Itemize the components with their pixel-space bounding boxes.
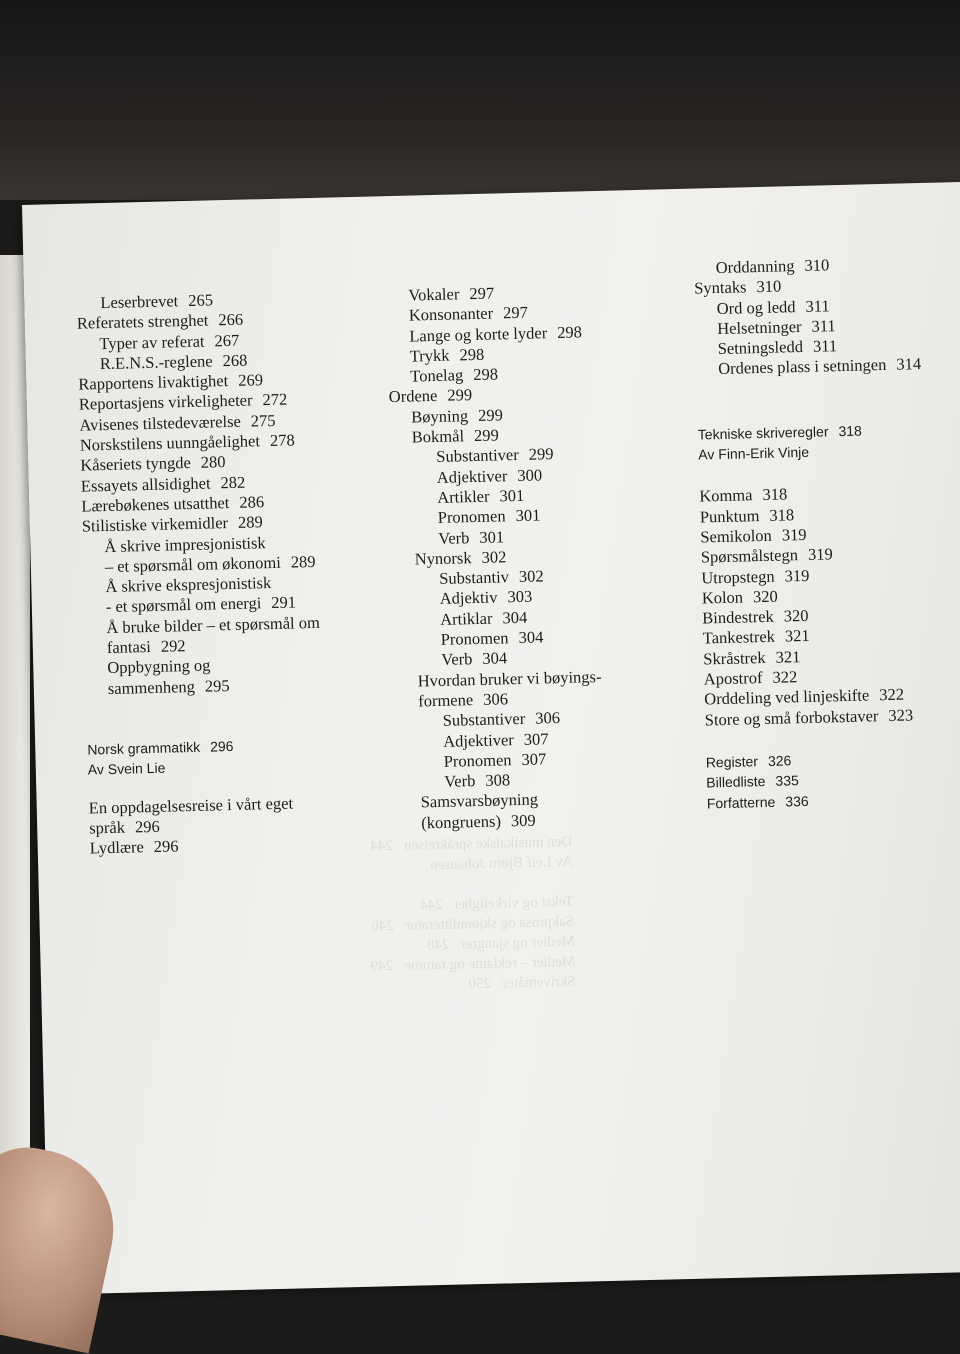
- toc-entry[interactable]: Adjektiver 307: [442, 728, 549, 751]
- toc-entry[interactable]: Kolon 320: [701, 586, 779, 608]
- toc-entry[interactable]: Stilistiske virkemidler 289: [81, 512, 264, 536]
- toc-entry[interactable]: Skråstrek 321: [703, 646, 801, 669]
- toc-entry[interactable]: Substantiver 299: [436, 444, 554, 467]
- toc-entry[interactable]: Samsvarsbøyning: [420, 789, 539, 812]
- toc-entry[interactable]: Konsonanter 297: [408, 302, 529, 325]
- toc-entry[interactable]: Referatets strenghet 266: [76, 309, 244, 333]
- toc-column-1: [76, 286, 410, 859]
- toc-entry[interactable]: Verb 304: [441, 648, 508, 670]
- toc-entry[interactable]: Orddeling ved linjeskifte 322: [704, 684, 905, 709]
- toc-entry[interactable]: Kåseriets tyngde 280: [80, 452, 226, 476]
- appendix-entry[interactable]: Register 326: [705, 752, 792, 771]
- toc-entry[interactable]: Lydlære 296: [89, 836, 179, 858]
- toc-entry[interactable]: språk 296: [89, 816, 160, 838]
- toc-entry[interactable]: Reportasjens virkeligheter 272: [78, 390, 288, 415]
- toc-entry[interactable]: Vokaler 297: [408, 283, 495, 305]
- toc-entry[interactable]: (kongruens) 309: [420, 810, 536, 833]
- appendix-entry[interactable]: Forfatterne 336: [706, 792, 809, 811]
- toc-entry[interactable]: Pronomen 307: [443, 749, 547, 771]
- toc-entry[interactable]: Trykk 298: [409, 344, 485, 366]
- underlying-page-edge: [0, 255, 30, 1280]
- show-through-text: Den musikalske språkreisen 244 Av Leif Bjørn Johansen Tekst og virkelighet 244 Sakprosa og skjønnlitteratur 246 Medier og sjangrer 248 Medier – reklame og ramme 249 Skrivemåter 250: [370, 833, 576, 993]
- toc-entry[interactable]: Orddanning 310: [715, 255, 830, 278]
- toc-entry[interactable]: - et spørsmål om energi 291: [105, 592, 297, 617]
- toc-entry[interactable]: sammenheng 295: [107, 675, 230, 698]
- toc-entry[interactable]: Bokmål 299: [411, 425, 499, 447]
- toc-entry[interactable]: Essayets allsidighet 282: [80, 472, 246, 496]
- toc-entry[interactable]: Artiklar 304: [440, 607, 528, 629]
- toc-entry[interactable]: Syntaks 310: [694, 276, 782, 298]
- toc-entry[interactable]: Punktum 318: [699, 504, 795, 527]
- toc-entry[interactable]: Bøyning 299: [411, 405, 504, 427]
- toc-entry[interactable]: Substantiver 306: [442, 708, 561, 731]
- toc-entry[interactable]: Komma 318: [699, 484, 788, 506]
- toc-entry[interactable]: Utropstegn 319: [701, 565, 810, 588]
- toc-entry[interactable]: Helsetninger 311: [716, 316, 836, 338]
- toc-column-3: [694, 252, 960, 814]
- toc-entry[interactable]: fantasi 292: [106, 636, 186, 658]
- toc-entry[interactable]: Adjektiv 303: [439, 587, 533, 609]
- toc-entry[interactable]: Nynorsk 302: [414, 547, 507, 569]
- toc-entry[interactable]: Verb 301: [438, 526, 505, 548]
- toc-entry[interactable]: Oppbygning og: [107, 655, 211, 678]
- toc-entry[interactable]: Tankestrek 321: [702, 626, 810, 648]
- toc-entry[interactable]: Ordenes plass i setningen 314: [717, 354, 922, 379]
- toc-entry[interactable]: Artikler 301: [437, 485, 525, 507]
- toc-entry[interactable]: Substantiv 302: [439, 566, 544, 589]
- toc-entry[interactable]: Verb 308: [443, 770, 511, 791]
- section-author: Av Svein Lie: [87, 759, 166, 778]
- toc-entry[interactable]: Store og små forbokstaver 323: [704, 705, 914, 730]
- spacer: [696, 373, 960, 424]
- toc-entry[interactable]: Leserbrevet 265: [100, 290, 214, 313]
- toc-entry[interactable]: R.E.N.S.-reglene 268: [99, 350, 248, 374]
- toc-entry[interactable]: Å skrive impresjonistisk: [104, 532, 266, 556]
- toc-entry[interactable]: Adjektiver 300: [436, 465, 543, 487]
- section-author: Av Finn-Erik Vinje: [698, 443, 810, 463]
- toc-entry[interactable]: Lange og korte lyder 298: [409, 321, 583, 346]
- toc-entry[interactable]: Ordene 299: [388, 385, 473, 407]
- toc-column-2: [386, 279, 699, 834]
- toc-entry[interactable]: En oppdagelsesreise i vårt eget: [88, 793, 294, 818]
- toc-entry[interactable]: Lærebøkenes utsatthet 286: [81, 492, 265, 516]
- section-title[interactable]: Tekniske skriveregler 318: [697, 422, 863, 443]
- toc-entry[interactable]: Rapportens livaktighet 269: [78, 370, 264, 394]
- toc-entry[interactable]: Hvordan bruker vi bøyings-: [417, 666, 602, 691]
- section-title[interactable]: Norsk grammatikk 296: [87, 737, 234, 758]
- toc-entry[interactable]: Apostrof 322: [703, 667, 798, 689]
- toc-entry[interactable]: Typer av referat 267: [99, 330, 240, 353]
- toc-entry[interactable]: Setningsledd 311: [717, 336, 838, 359]
- toc-entry[interactable]: Å skrive ekspresjonistisk: [105, 573, 272, 597]
- table-background: [0, 0, 960, 200]
- toc-entry[interactable]: formene 306: [418, 689, 509, 711]
- toc-entry[interactable]: Pronomen 301: [437, 505, 541, 528]
- toc-entry[interactable]: Norskstilens uunngåelighet 278: [79, 430, 295, 455]
- book-page: [22, 182, 960, 1295]
- toc-entry[interactable]: Bindestrek 320: [702, 606, 809, 628]
- toc-entry[interactable]: Tonelag 298: [410, 364, 499, 386]
- toc-entry[interactable]: Spørsmålstegn 319: [700, 544, 833, 567]
- toc-entry[interactable]: – et spørsmål om økonomi 289: [104, 551, 316, 576]
- toc-entry[interactable]: Avisenes tilstedeværelse 275: [79, 410, 276, 435]
- toc-entry[interactable]: Pronomen 304: [440, 627, 544, 649]
- appendix-entry[interactable]: Billedliste 335: [706, 772, 799, 791]
- toc-entry[interactable]: Semikolon 319: [700, 524, 807, 547]
- toc-entry[interactable]: Å bruke bilder – et spørsmål om: [106, 612, 321, 637]
- toc-entry[interactable]: Ord og ledd 311: [716, 295, 830, 318]
